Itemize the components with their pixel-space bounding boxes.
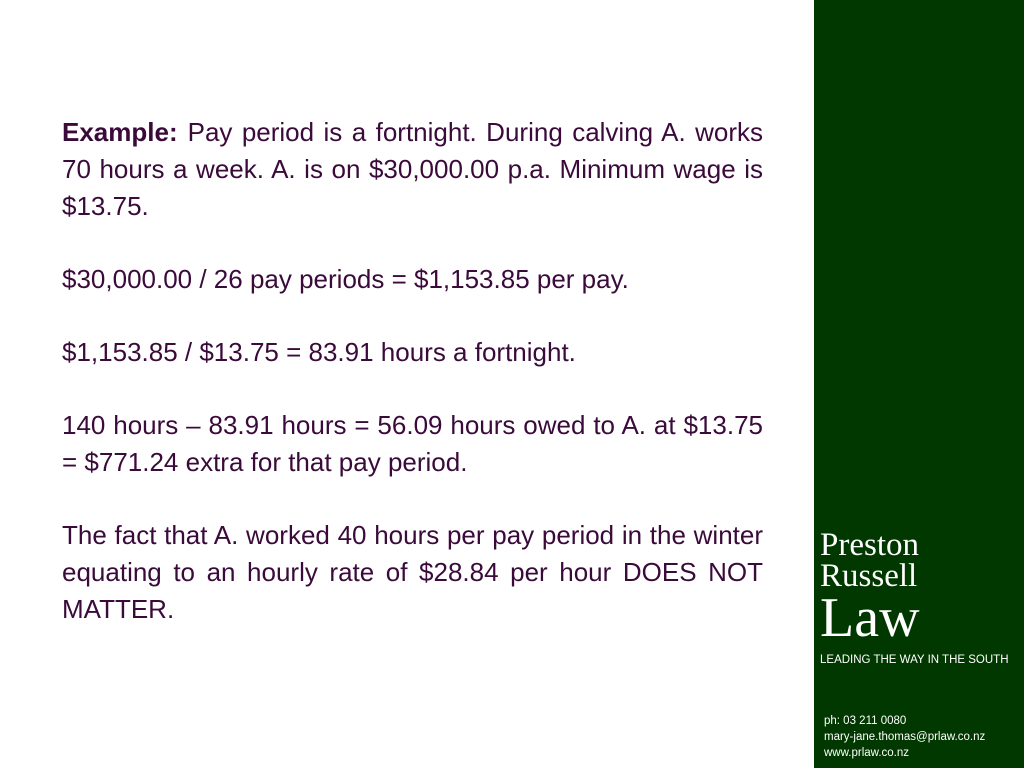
example-label: Example: [62, 117, 178, 147]
calculation-pay-per-period: $30,000.00 / 26 pay periods = $1,153.85 per pay. [62, 264, 629, 294]
contact-details [824, 713, 985, 761]
calculation-hours-owed: 140 hours – 83.91 hours = 56.09 hours owed to A. at $13.75 = $771.24 extra for that pay period. [62, 410, 763, 477]
example-text: Pay period is a fortnight. During calving A. works 70 hours a week. A. is on $30,000.00 p.a. Minimum wage is $13.75. [62, 117, 763, 221]
contact-email: mary-jane.thomas@prlaw.co.nz [824, 731, 986, 743]
contact-website: www.prlaw.co.nz [824, 747, 910, 759]
brand-sidebar [814, 0, 1024, 768]
logo-word-russell: Russell [820, 558, 918, 594]
calculation-hours-per-fortnight: $1,153.85 / $13.75 = 83.91 hours a fortnight. [62, 337, 576, 367]
logo-word-preston: Preston [820, 527, 919, 563]
firm-logo [820, 527, 920, 649]
firm-tagline: LEADING THE WAY IN THE SOUTH [820, 654, 1009, 666]
logo-word-law: Law [820, 587, 920, 649]
slide-content [62, 114, 763, 628]
conclusion-paragraph: The fact that A. worked 40 hours per pay period in the winter equating to an hourly rate of $28.84 per hour DOES NOT MATTER. [62, 520, 763, 624]
example-paragraph [62, 114, 763, 225]
contact-phone: ph: 03 211 0080 [824, 715, 907, 727]
